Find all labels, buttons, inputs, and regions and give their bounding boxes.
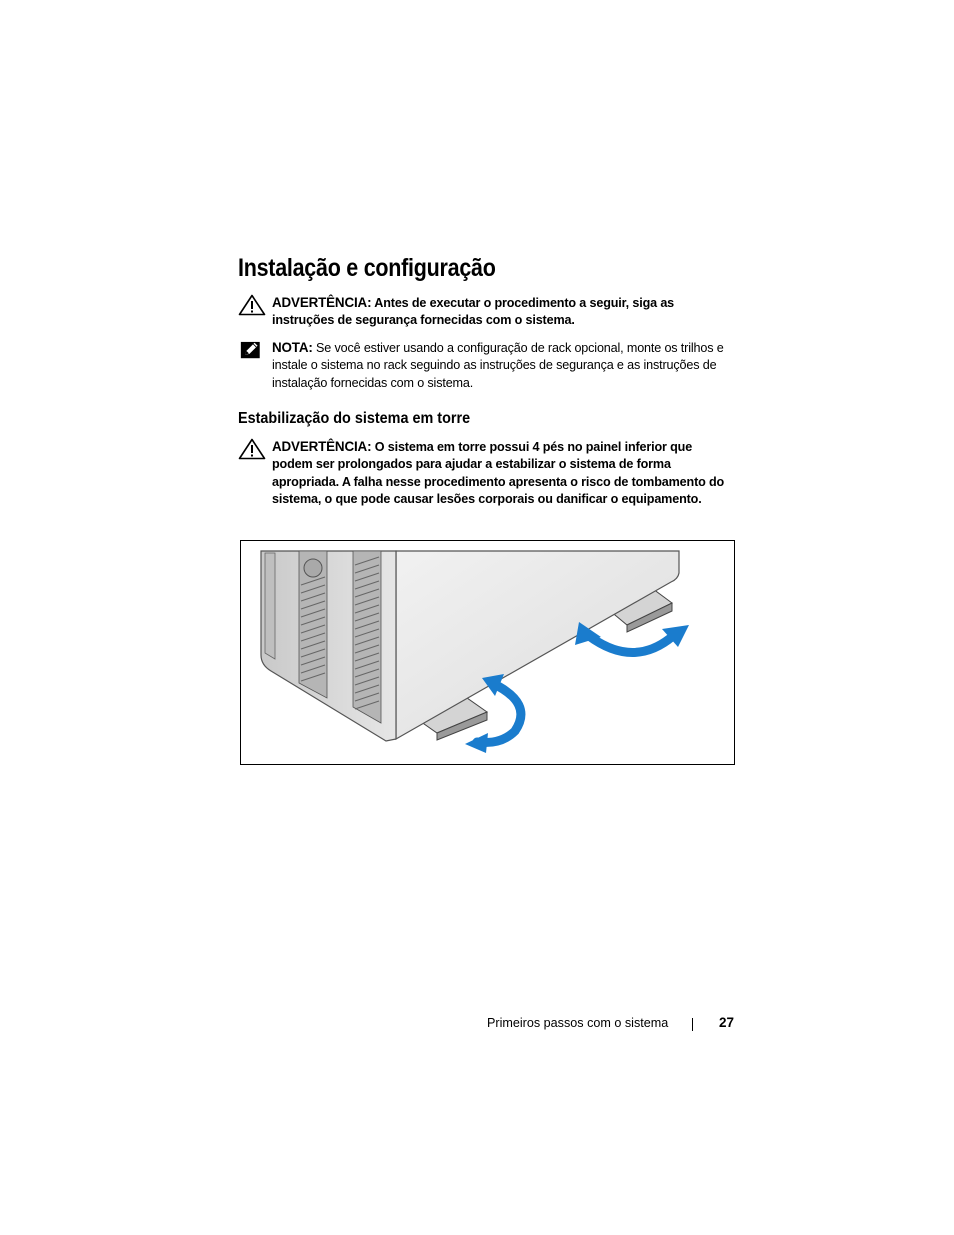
power-button-icon bbox=[304, 559, 322, 577]
warning-text bbox=[272, 438, 732, 508]
tower-side-panel bbox=[396, 551, 679, 739]
warning-label: ADVERTÊNCIA: bbox=[272, 439, 372, 454]
warning-triangle-icon bbox=[238, 438, 266, 460]
warning-triangle-icon bbox=[238, 294, 266, 316]
section-heading: Estabilização do sistema em torre bbox=[238, 410, 471, 427]
warning-body: Antes de executar o procedimento a seguir, siga as instruções de segurança fornecidas com o sistema. bbox=[272, 296, 675, 328]
tower-feet-figure bbox=[240, 540, 735, 765]
warning-body: O sistema em torre possui 4 pés no painel inferior que podem ser prolongados para ajudar a estabilizar o sistema de forma apropriada. A falha nesse procedimento apresenta o risco de tombamento do sistema, o que pode causar lesões corporais ou danificar o equipamento. bbox=[272, 440, 725, 506]
page-number: 27 bbox=[719, 1015, 735, 1030]
note-text bbox=[272, 339, 732, 392]
tower-front-bezel bbox=[261, 551, 396, 741]
note-notice bbox=[238, 339, 738, 397]
note-pencil-icon bbox=[240, 340, 264, 361]
footer-divider bbox=[692, 1018, 693, 1031]
warning-notice bbox=[238, 438, 738, 510]
warning-notice bbox=[238, 294, 738, 334]
footer-title: Primeiros passos com o sistema bbox=[487, 1016, 669, 1030]
warning-label: ADVERTÊNCIA: bbox=[272, 295, 372, 310]
tower-feet-illustration bbox=[241, 541, 734, 764]
warning-text bbox=[272, 294, 732, 330]
note-label: NOTA: bbox=[272, 340, 313, 355]
page-title: Instalação e configuração bbox=[238, 254, 496, 282]
note-body: Se você estiver usando a configuração de rack opcional, monte os trilhos e instale o sistema no rack seguindo as instruções de segurança e as instruções de instalação fornecidas com o sistema. bbox=[272, 341, 724, 390]
